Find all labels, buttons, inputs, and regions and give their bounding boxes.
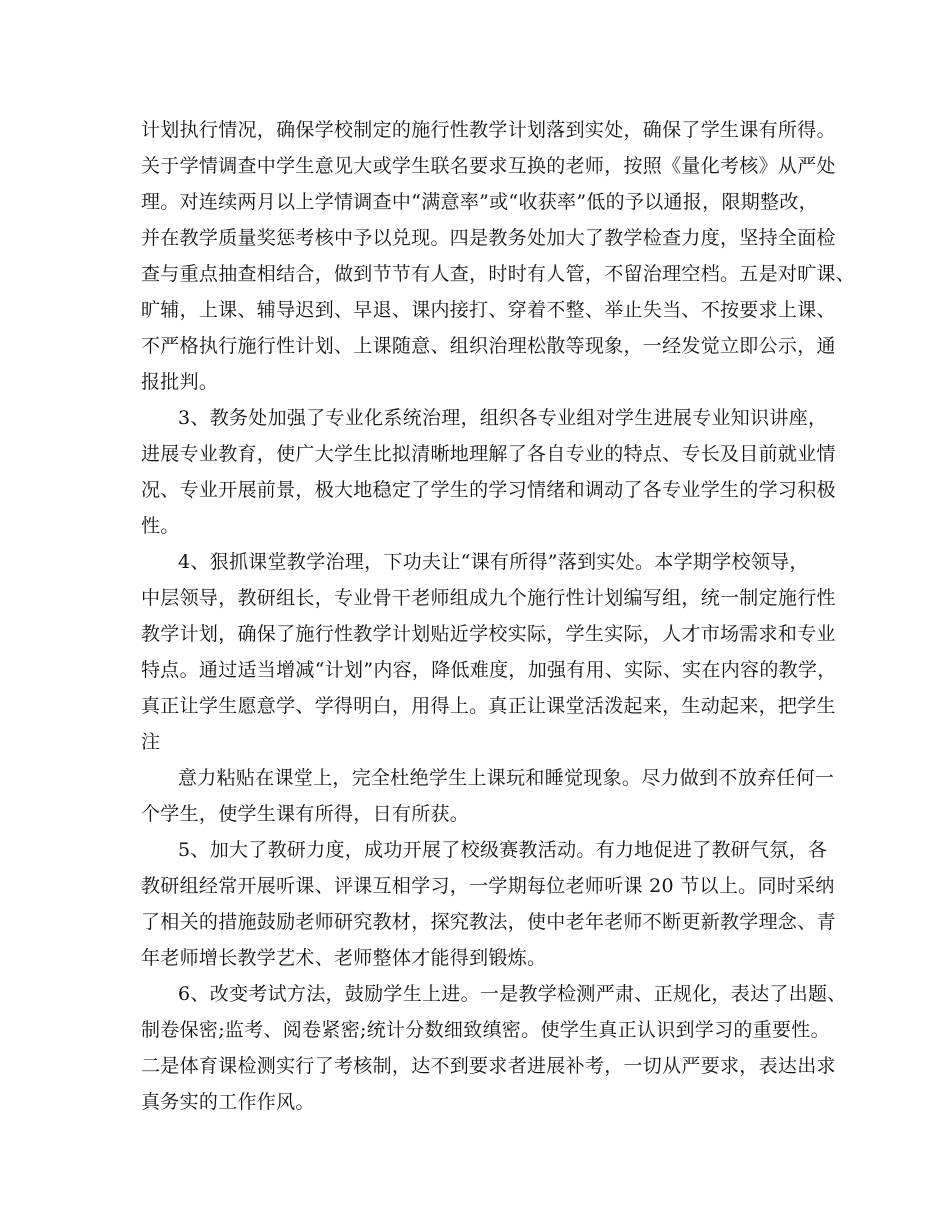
text-line: 况、专业开展前景，极大地稳定了学生的学习情绪和调动了各专业学生的学习积极	[141, 479, 836, 501]
text-line: 计划执行情况，确保学校制定的施行性教学计划落到实处，确保了学生课有所得。	[141, 119, 836, 141]
text-line: 关于学情调查中学生意见大或学生联名要求互换的老师，按照《量化考核》从严处	[141, 155, 836, 177]
paragraph-continuation: 意力粘贴在课堂上，完全杜绝学生上课玩和睡觉现象。尽力做到不放弃任何一	[178, 767, 835, 789]
text-line: 了相关的措施鼓励老师研究教材，探究教法，使中老年老师不断更新教学理念、青	[141, 911, 836, 933]
text-line: 中层领导，教研组长，专业骨干老师组成九个施行性计划编写组，统一制定施行性	[141, 587, 836, 609]
paragraph-start-3: 3、教务处加强了专业化系统治理，组织各专业组对学生进展专业知识讲座，	[178, 407, 828, 429]
text-line: 年老师增长教学艺术、老师整体才能得到锻炼。	[141, 947, 547, 969]
text-line: 理。对连续两月以上学情调查中“满意率”或“收获率”低的予以通报，限期整改，	[141, 191, 818, 213]
paragraph-start-6: 6、改变考试方法，鼓励学生上进。一是教学检测严肃、正规化，表达了出题、	[178, 983, 847, 1005]
text-line: 进展专业教育，使广大学生比拟清晰地理解了各自专业的特点、专长及目前就业情	[141, 443, 836, 465]
text-line: 不严格执行施行性计划、上课随意、组织治理松散等现象，一经发觉立即公示，通	[141, 335, 836, 357]
text-line: 查与重点抽查相结合，做到节节有人查，时时有人管，不留治理空档。五是对旷课、	[141, 263, 856, 285]
text-line: 真正让学生愿意学、学得明白，用得上。真正让课堂活泼起来，生动起来，把学生	[141, 695, 836, 717]
text-line: 二是体育课检测实行了考核制，达不到要求者进展补考，一切从严要求，表达出求	[141, 1055, 836, 1077]
text-line: 个学生，使学生课有所得，日有所获。	[141, 803, 470, 825]
text-line: 注	[141, 731, 161, 753]
text-line: 旷辅，上课、辅导迟到、早退、课内接打、穿着不整、举止失当、不按要求上课、	[141, 299, 836, 321]
paragraph-start-4: 4、狠抓课堂教学治理，下功夫让“课有所得”落到实处。本学期学校领导，	[178, 551, 809, 573]
text-line: 报批判。	[141, 371, 219, 393]
text-line: 教学计划，确保了施行性教学计划贴近学校实际，学生实际，人才市场需求和专业	[141, 623, 836, 645]
text-line: 特点。通过适当增减“计划”内容，降低难度，加强有用、实际、实在内容的教学，	[141, 659, 837, 681]
text-line: 教研组经常开展听课、评课互相学习，一学期每位老师听课 20 节以上。同时采纳	[141, 875, 835, 897]
text-line: 并在教学质量奖惩考核中予以兑现。四是教务处加大了教学检查力度，坚持全面检	[141, 227, 836, 249]
text-line: 性。	[141, 515, 180, 537]
paragraph-start-5: 5、加大了教研力度，成功开展了校级赛教活动。有力地促进了教研气氛，各	[178, 839, 828, 861]
text-line: 真务实的工作作风。	[141, 1091, 315, 1113]
text-line: 制卷保密;监考、阅卷紧密;统计分数细致缜密。使学生真正认识到学习的重要性。	[141, 1019, 830, 1041]
